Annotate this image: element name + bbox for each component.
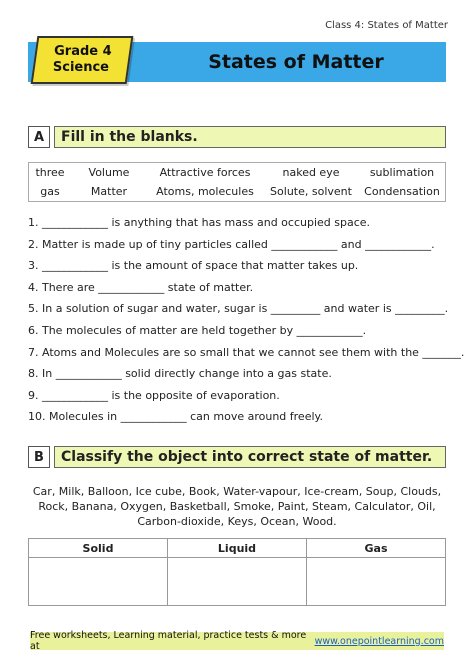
- question-line: 3. ____________ is the amount of space that matter takes up.: [28, 259, 359, 273]
- section-b-header: [28, 446, 446, 468]
- grade-label: Grade 4: [54, 44, 112, 59]
- word-bank-item: Solute, solvent: [270, 185, 352, 198]
- column-header: Solid: [29, 539, 167, 558]
- section-a-header: [28, 126, 446, 148]
- solid-column: [29, 539, 168, 605]
- section-a-letter: A: [28, 126, 50, 148]
- liquid-column: [168, 539, 307, 605]
- footer-bar: [30, 632, 444, 650]
- word-bank-item: naked eye: [282, 166, 340, 179]
- class-label: Class 4: States of Matter: [325, 20, 448, 31]
- grade-badge: [31, 36, 134, 84]
- question-line: 5. In a solution of sugar and water, sugar is _________ and water is _________.: [28, 302, 449, 316]
- question-line: 2. Matter is made up of tiny particles called ____________ and ____________.: [28, 237, 435, 251]
- section-b-heading: Classify the object into correct state of matter.: [54, 446, 446, 468]
- worksheet-header: [28, 36, 446, 86]
- section-a-heading: Fill in the blanks.: [54, 126, 446, 148]
- word-bank-row: [29, 182, 445, 201]
- word-bank-item: sublimation: [369, 166, 435, 179]
- question-line: 8. In ____________ solid directly change into a gas state.: [28, 367, 332, 381]
- word-bank-item: Volume: [88, 166, 130, 179]
- footer-link[interactable]: www.onepointlearning.com: [314, 635, 444, 647]
- object-list: Car, Milk, Balloon, Ice cube, Book, Water-vapour, Ice-cream, Soup, Clouds, Rock, Banana, Oxygen, Basketball, Smoke, Paint, Steam, Calculator, Oil, Carbon-dioxide, Keys, Ocean, Wood.: [32, 485, 442, 528]
- word-bank-item: Atoms, molecules: [156, 185, 254, 198]
- question-line: 9. ____________ is the opposite of evaporation.: [28, 388, 280, 402]
- page-title: States of Matter: [208, 51, 384, 73]
- word-bank: [28, 162, 446, 202]
- question-line: 7. Atoms and Molecules are so small that we cannot see them with the _______.: [28, 345, 465, 359]
- classify-table: [28, 538, 446, 606]
- fill-in-questions: [28, 212, 465, 428]
- question-line: 10. Molecules in ____________ can move around freely.: [28, 410, 323, 424]
- word-bank-item: Matter: [90, 185, 128, 198]
- question-line: 6. The molecules of matter are held together by ____________.: [28, 323, 367, 337]
- question-line: 1. ____________ is anything that has mass and occupied space.: [28, 216, 371, 229]
- word-bank-item: Attractive forces: [159, 166, 251, 179]
- word-bank-row: [29, 163, 445, 182]
- subject-label: Science: [52, 60, 109, 75]
- column-header: Gas: [307, 539, 445, 558]
- column-header: Liquid: [168, 539, 306, 558]
- word-bank-item: three: [35, 166, 65, 179]
- gas-column: [307, 539, 445, 605]
- question-line: 4. There are ____________ state of matter.: [28, 280, 254, 294]
- section-b-letter: B: [28, 446, 50, 468]
- word-bank-item: gas: [40, 185, 60, 198]
- footer-text: Free worksheets, Learning material, practice tests & more at: [30, 630, 307, 652]
- word-bank-item: Condensation: [364, 185, 440, 198]
